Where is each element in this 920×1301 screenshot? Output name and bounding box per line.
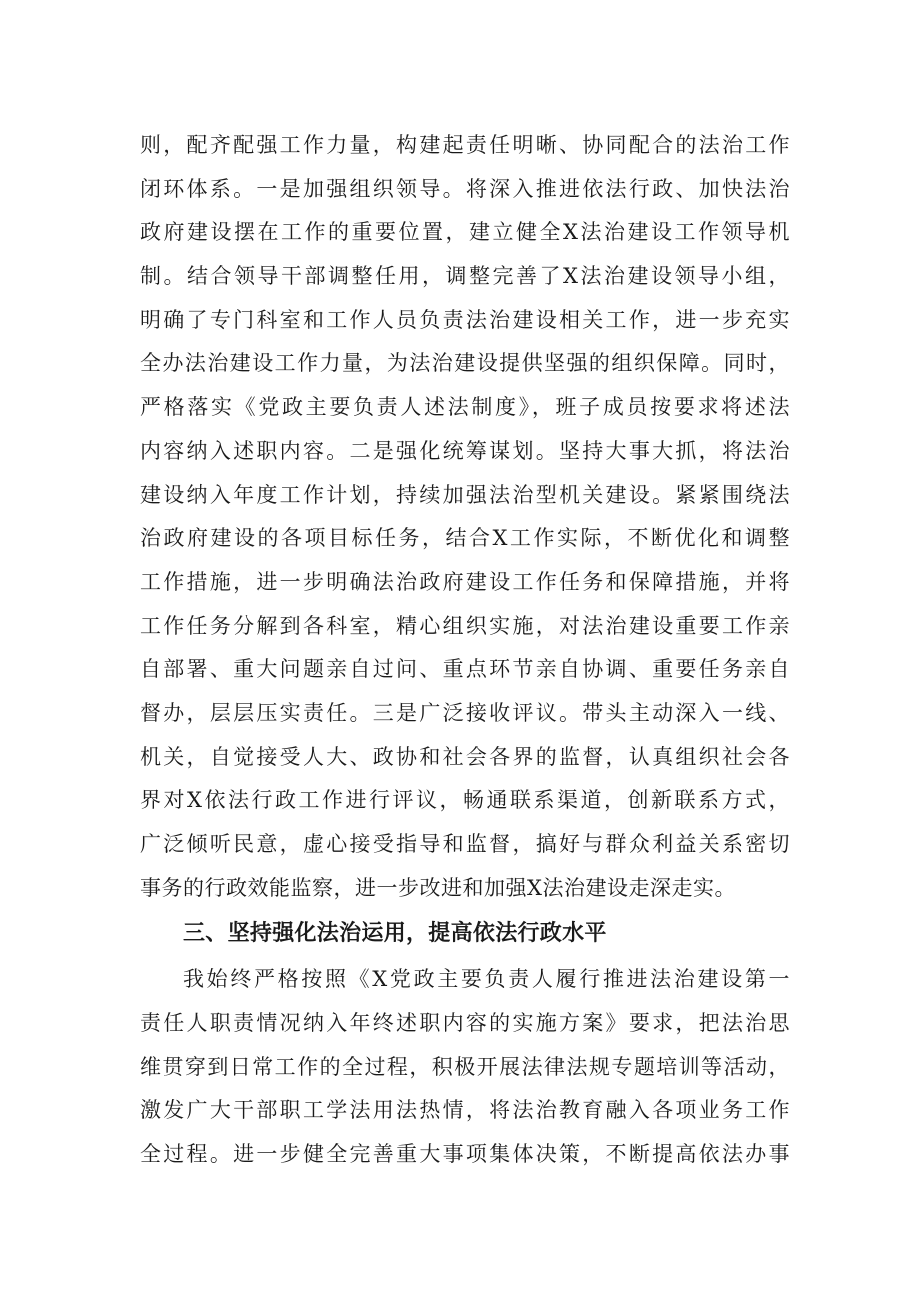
paragraph-line: 则，配齐配强工作力量，构建起责任明晰、协同配合的法治工作 <box>140 133 790 157</box>
paragraph-line: 自部署、重大问题亲自过问、重点环节亲自协调、重要任务亲自 <box>140 657 790 682</box>
paragraph-line: 责任人职责情况纳入年终述职内容的实施方案》要求，把法治思 <box>140 1011 790 1036</box>
paragraph-line: 我始终严格按照《X党政主要负责人履行推进法治建设第一 <box>183 967 790 992</box>
section-heading-3: 三、坚持强化法治运用，提高依法行政水平 <box>183 921 607 947</box>
paragraph-line: 全过程。进一步健全完善重大事项集体决策，不断提高依法办事 <box>140 1142 790 1167</box>
paragraph-line: 闭环体系。一是加强组织领导。将深入推进依法行政、加快法治 <box>140 176 790 201</box>
paragraph-line: 维贯穿到日常工作的全过程，积极开展法律法规专题培训等活动， <box>140 1054 790 1079</box>
paragraph-line: 内容纳入述职内容。二是强化统筹谋划。坚持大事大抓，将法治 <box>140 438 790 463</box>
paragraph-line: 工作任务分解到各科室，精心组织实施，对法治建设重要工作亲 <box>140 613 790 638</box>
paragraph-line: 治政府建设的各项目标任务，结合X工作实际，不断优化和调整 <box>140 526 790 551</box>
paragraph-line: 界对X依法行政工作进行评议，畅通联系渠道，创新联系方式， <box>140 788 790 813</box>
paragraph-line: 政府建设摆在工作的重要位置，建立健全X法治建设工作领导机 <box>140 220 790 245</box>
paragraph-line: 全办法治建设工作力量，为法治建设提供坚强的组织保障。同时， <box>140 351 790 376</box>
document-body <box>140 124 790 1177</box>
paragraph-line: 工作措施，进一步明确法治政府建设工作任务和保障措施，并将 <box>140 569 790 594</box>
paragraph-line: 建设纳入年度工作计划，持续加强法治型机关建设。紧紧围绕法 <box>140 482 790 507</box>
paragraph-1 <box>140 124 790 910</box>
paragraph-line: 机关，自觉接受人大、政协和社会各界的监督，认真组织社会各 <box>140 744 790 769</box>
paragraph-2 <box>140 958 790 1176</box>
paragraph-line: 制。结合领导干部调整任用，调整完善了X法治建设领导小组， <box>140 264 790 289</box>
paragraph-line: 督办，层层压实责任。三是广泛接收评议。带头主动深入一线、 <box>140 700 790 725</box>
paragraph-line: 明确了专门科室和工作人员负责法治建设相关工作，进一步充实 <box>140 307 790 332</box>
paragraph-line: 激发广大干部职工学法用法热情，将法治教育融入各项业务工作 <box>140 1098 790 1123</box>
paragraph-line: 广泛倾听民意，虚心接受指导和监督，搞好与群众利益关系密切 <box>140 832 790 856</box>
paragraph-line: 事务的行政效能监察，进一步改进和加强X法治建设走深走实。 <box>140 875 736 900</box>
paragraph-line: 严格落实《党政主要负责人述法制度》，班子成员按要求将述法 <box>140 395 790 420</box>
